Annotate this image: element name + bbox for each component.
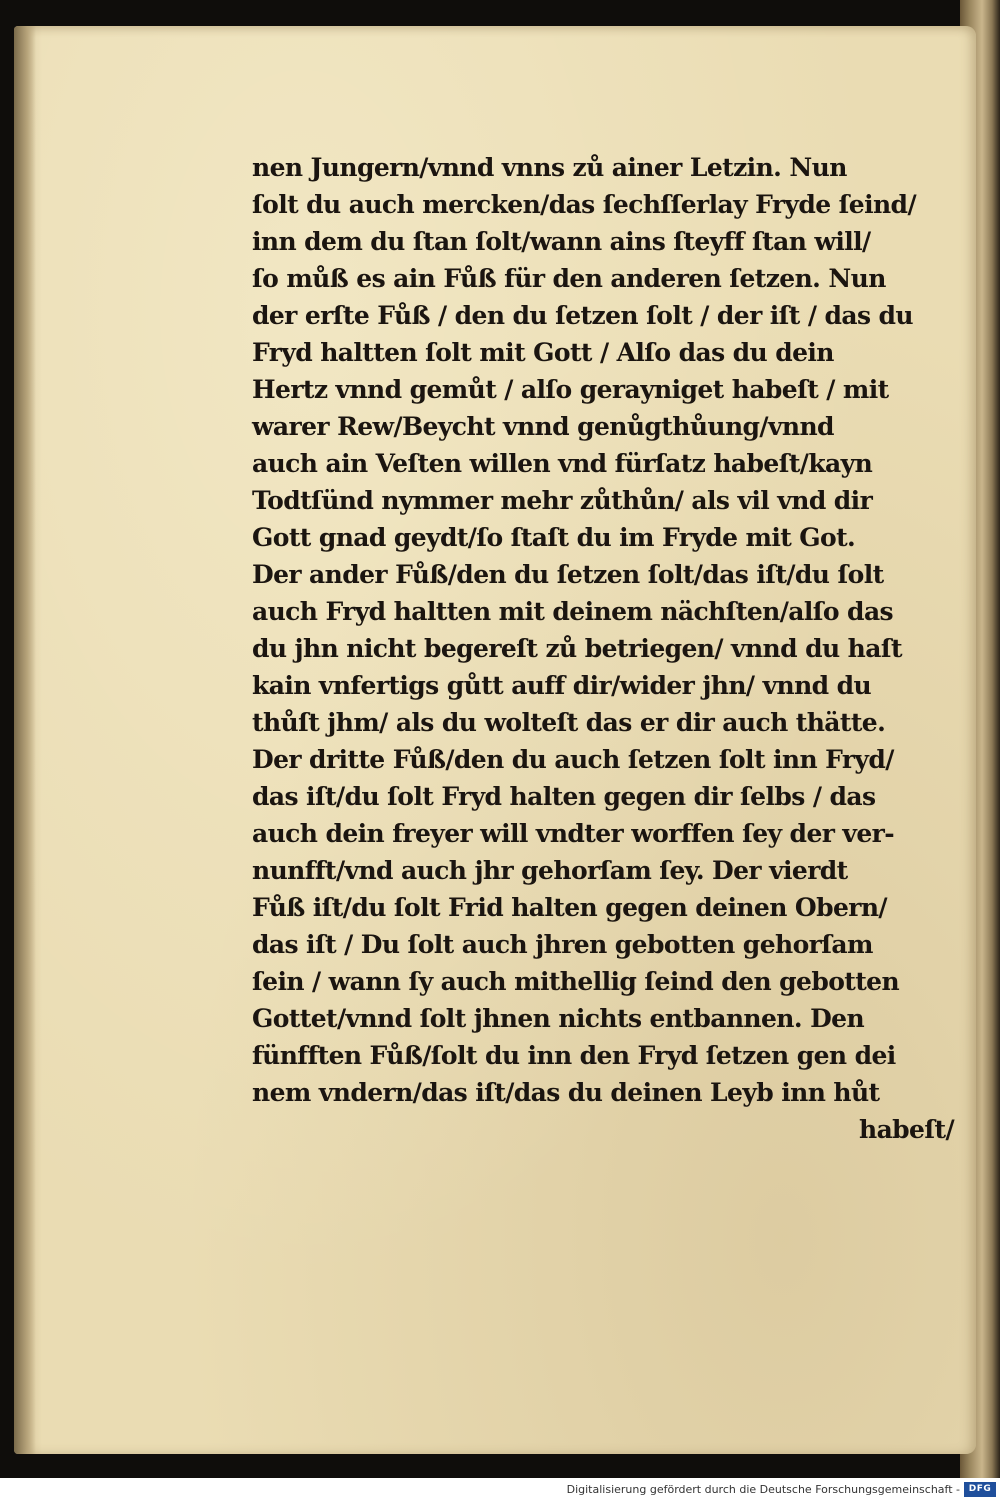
text-line: Der dritte Fůß/den du auch ſetzen ſolt inn Fryd/ (252, 745, 894, 774)
dfg-logo-icon: DFG (964, 1482, 996, 1497)
text-line: warer Rew/Beycht vnnd genůgthůung/vnnd (252, 412, 834, 441)
text-line: ſein / wann ſy auch mithellig ſeind den gebotten (252, 967, 900, 996)
text-line: Hertz vnnd gemůt / alſo gerayniget habeſt / mit (252, 375, 889, 404)
text-line: das iſt / Du ſolt auch jhren gebotten gehorſam (252, 930, 873, 959)
footer-bar (0, 1478, 1000, 1502)
text-line: Fryd haltten ſolt mit Gott / Alſo das du dein (252, 338, 834, 367)
text-line: nunfft/vnd auch jhr gehorſam ſey. Der vierdt (252, 856, 848, 885)
text-line: Todtſünd nymmer mehr zůthůn/ als vil vnd dir (252, 486, 873, 515)
text-line: Der ander Fůß/den du ſetzen ſolt/das iſt/du ſolt (252, 560, 884, 589)
text-block (252, 150, 952, 1190)
text-line: auch Fryd haltten mit deinem nächſten/alſo das (252, 597, 894, 626)
funding-credit: Digitalisierung gefördert durch die Deutsche Forschungsgemeinschaft - (566, 1483, 960, 1496)
text-line: Fůß iſt/du ſolt Frid halten gegen deinen Obern/ (252, 893, 887, 922)
text-line: Gott gnad geydt/ſo ſtaſt du im Fryde mit Got. (252, 523, 856, 552)
text-line: fünfften Fůß/ſolt du inn den Fryd ſetzen gen dei (252, 1041, 896, 1070)
text-line: nem vndern/das iſt/das du deinen Leyb inn hůt (252, 1078, 880, 1107)
text-line: du jhn nicht begereſt zů betriegen/ vnnd du haſt (252, 634, 902, 663)
text-line: inn dem du ſtan ſolt/wann ains ſteyff ſtan will/ (252, 227, 871, 256)
text-line: Gottet/vnnd ſolt jhnen nichts entbannen. Den (252, 1004, 865, 1033)
text-line: thůſt jhm/ als du wolteſt das er dir auch thätte. (252, 708, 886, 737)
text-line: ſo můß es ain Fůß für den anderen ſetzen. Nun (252, 264, 886, 293)
text-line: nen Jungern/vnnd vnns zů ainer Letzin. Nun (252, 153, 847, 182)
text-line: ſolt du auch mercken/das ſechſſerlay Fryde ſeind/ (252, 190, 916, 219)
text-line: der erſte Fůß / den du ſetzen ſolt / der iſt / das du (252, 301, 914, 330)
text-line: auch ain Veſten willen vnd fürſatz habeſt/kayn (252, 449, 873, 478)
binding-shadow (14, 26, 36, 1454)
catchword: habeſt/ (859, 1115, 954, 1144)
text-line: auch dein freyer will vndter worffen ſey der ver- (252, 819, 894, 848)
text-line: das iſt/du ſolt Fryd halten gegen dir ſelbs / das (252, 782, 876, 811)
text-line: kain vnfertigs gůtt auff dir/wider jhn/ vnnd du (252, 671, 872, 700)
